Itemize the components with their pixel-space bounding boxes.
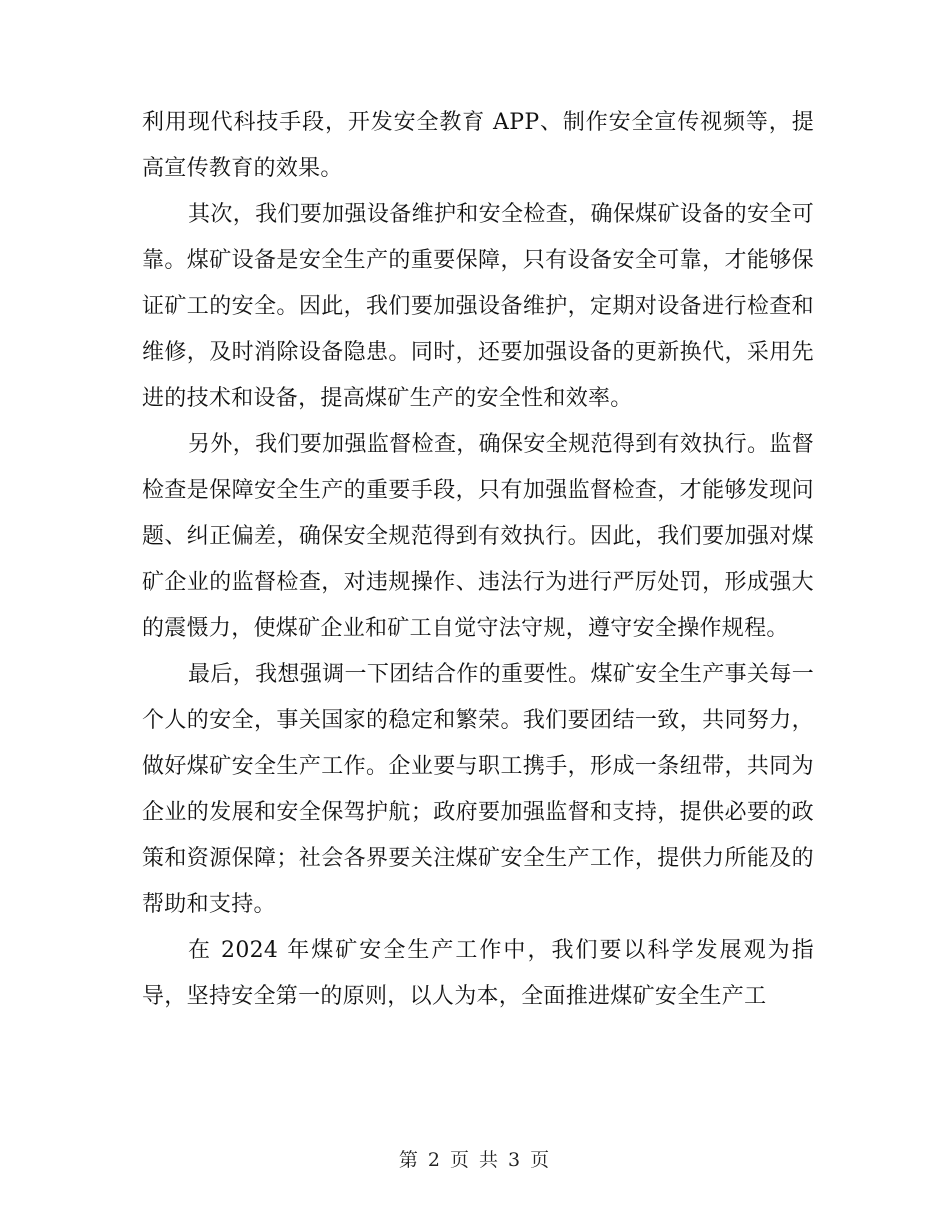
- paragraph-supervision: 另外，我们要加强监督检查，确保安全规范得到有效执行。监督检查是保障安全生产的重要手段，只有加强监督检查，才能够发现问题、纠正偏差，确保安全规范得到有效执行。因此，我们要加强对煤矿企业的监督检查，对违规操作、违法行为进行严厉处罚，形成强大的震慑力，使煤矿企业和矿工自觉守法守规，遵守安全操作规程。: [142, 432, 814, 641]
- paragraph-teamwork: 最后，我想强调一下团结合作的重要性。煤矿安全生产事关每一个人的安全，事关国家的稳定和繁荣。我们要团结一致，共同努力，做好煤矿安全生产工作。企业要与职工携手，形成一条纽带，共同为企业的发展和安全保驾护航；政府要加强监督和支持，提供必要的政策和资源保障；社会各界要关注煤矿安全生产工作，提供力所能及的帮助和支持。: [142, 662, 814, 917]
- document-body: [142, 100, 814, 1020]
- page-number-footer: 第 2 页 共 3 页: [398, 1149, 552, 1171]
- paragraph-2024-work: 在 2024 年煤矿安全生产工作中，我们要以科学发展观为指导，坚持安全第一的原则，以人为本，全面推进煤矿安全生产工: [142, 938, 814, 1009]
- paragraph-equipment-maintenance: 其次，我们要加强设备维护和安全检查，确保煤矿设备的安全可靠。煤矿设备是安全生产的重要保障，只有设备安全可靠，才能够保证矿工的安全。因此，我们要加强设备维护，定期对设备进行检查和维修，及时消除设备隐患。同时，还要加强设备的更新换代，采用先进的技术和设备，提高煤矿生产的安全性和效率。: [142, 202, 814, 411]
- paragraph-continuation: 利用现代科技手段，开发安全教育 APP、制作安全宣传视频等，提高宣传教育的效果。: [142, 110, 814, 181]
